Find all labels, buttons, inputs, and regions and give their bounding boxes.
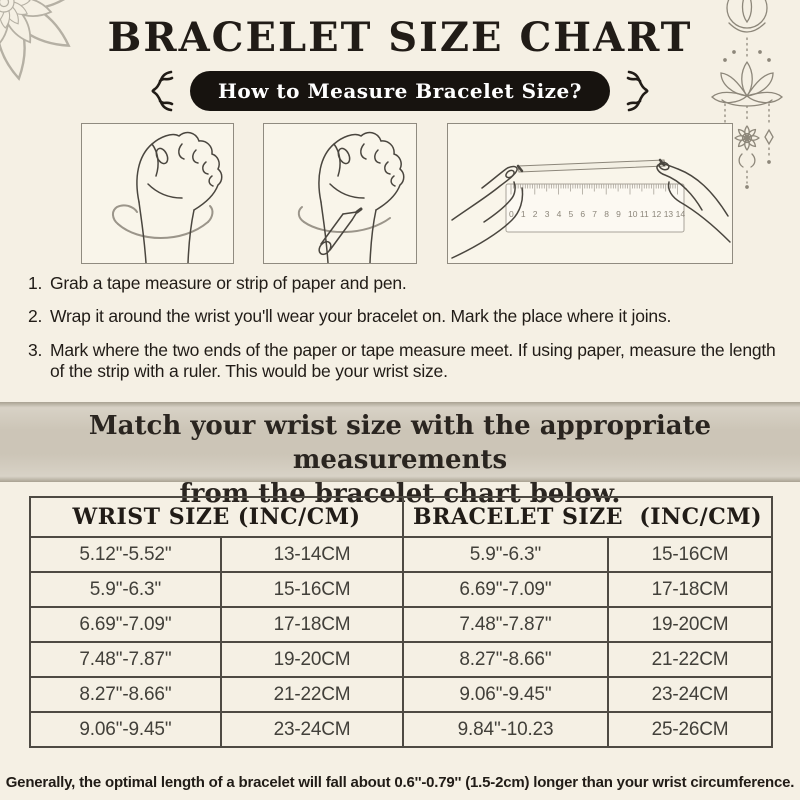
bracelet-size-header: BRACELET SIZE (INC/CM) bbox=[403, 497, 772, 537]
table-cell: 8.27''-8.66'' bbox=[403, 642, 608, 677]
table-cell: 13-14CM bbox=[221, 537, 403, 572]
svg-text:10: 10 bbox=[628, 209, 638, 219]
footer-note: Generally, the optimal length of a bracelet will fall about 0.6''-0.79'' (1.5-2cm) longer than your wrist circumference. bbox=[5, 774, 795, 791]
measure-illustrations bbox=[0, 123, 800, 266]
illustration-wrap-tape-box bbox=[81, 123, 234, 264]
illustration-mark-place-box bbox=[263, 123, 417, 264]
step-item bbox=[28, 273, 778, 294]
table-cell: 5.12''-5.52'' bbox=[30, 537, 221, 572]
table-cell: 17-18CM bbox=[221, 607, 403, 642]
table-row bbox=[30, 607, 772, 642]
steps-list bbox=[28, 273, 778, 394]
table-row bbox=[30, 537, 772, 572]
step-text: Grab a tape measure or strip of paper and pen. bbox=[50, 273, 407, 293]
table-cell: 9.84''-10.23 bbox=[403, 712, 608, 747]
table-cell: 15-16CM bbox=[608, 537, 772, 572]
step-number: 1. bbox=[28, 273, 43, 293]
ornamental-brace-right-icon bbox=[622, 68, 658, 114]
step-text: Wrap it around the wrist you'll wear your bracelet on. Mark the place where it joins. bbox=[50, 306, 672, 327]
page-title: BRACELET SIZE CHART bbox=[107, 14, 693, 61]
table-cell: 23-24CM bbox=[608, 677, 772, 712]
table-cell: 19-20CM bbox=[221, 642, 403, 677]
how-to-measure-badge-row bbox=[0, 70, 800, 112]
table-cell: 6.69''-7.09'' bbox=[403, 572, 608, 607]
table-cell: 8.27''-8.66'' bbox=[30, 677, 221, 712]
table-cell: 21-22CM bbox=[221, 677, 403, 712]
table-cell: 6.69''-7.09'' bbox=[30, 607, 221, 642]
svg-text:13: 13 bbox=[663, 209, 674, 219]
table-row bbox=[30, 642, 772, 677]
table-cell: 7.48''-7.87'' bbox=[30, 642, 221, 677]
table-cell: 25-26CM bbox=[608, 712, 772, 747]
table-cell: 9.06''-9.45'' bbox=[403, 677, 608, 712]
svg-text:7: 7 bbox=[592, 209, 598, 219]
step-number: 2. bbox=[28, 306, 43, 327]
table-header-row bbox=[30, 497, 772, 537]
table-row bbox=[30, 572, 772, 607]
size-table bbox=[29, 496, 773, 748]
mark-wrist-with-pen-icon bbox=[264, 124, 416, 263]
table-cell: 23-24CM bbox=[221, 712, 403, 747]
table-cell: 9.06''-9.45'' bbox=[30, 712, 221, 747]
banner-line-1: Match your wrist size with the appropriate measurements bbox=[88, 411, 712, 475]
svg-text:1: 1 bbox=[520, 209, 526, 219]
table-row bbox=[30, 677, 772, 712]
step-text: Mark where the two ends of the paper or tape measure meet. If using paper, measure the length of the strip with a ruler. This would be your wrist size. bbox=[50, 339, 776, 382]
wrap-tape-around-wrist-icon bbox=[82, 124, 233, 263]
svg-text:4: 4 bbox=[556, 209, 562, 219]
svg-text:3: 3 bbox=[544, 209, 550, 219]
svg-text:12: 12 bbox=[651, 209, 662, 219]
ornamental-brace-left-icon bbox=[142, 68, 178, 114]
how-to-measure-badge: How to Measure Bracelet Size? bbox=[190, 71, 610, 111]
step-item bbox=[28, 340, 778, 383]
table-row bbox=[30, 712, 772, 747]
table-cell: 19-20CM bbox=[608, 607, 772, 642]
svg-text:8: 8 bbox=[604, 209, 609, 219]
svg-text:5: 5 bbox=[568, 209, 574, 219]
table-cell: 15-16CM bbox=[221, 572, 403, 607]
table-cell: 17-18CM bbox=[608, 572, 772, 607]
banner-line-2: from the bracelet chart below. bbox=[179, 479, 621, 509]
illustration-measure-ruler-box bbox=[447, 123, 733, 264]
svg-text:0: 0 bbox=[509, 209, 514, 219]
measure-strip-with-ruler-icon bbox=[448, 124, 732, 263]
table-cell: 21-22CM bbox=[608, 642, 772, 677]
table-cell: 7.48''-7.87'' bbox=[403, 607, 608, 642]
wrist-size-header: WRIST SIZE (INC/CM) bbox=[30, 497, 403, 537]
svg-text:6: 6 bbox=[580, 209, 586, 219]
svg-text:14: 14 bbox=[675, 209, 686, 219]
match-size-banner bbox=[0, 402, 800, 509]
svg-text:9: 9 bbox=[616, 209, 621, 219]
svg-text:11: 11 bbox=[639, 209, 649, 219]
table-cell: 5.9''-6.3'' bbox=[30, 572, 221, 607]
table-cell: 5.9''-6.3'' bbox=[403, 537, 608, 572]
svg-text:2: 2 bbox=[532, 209, 538, 219]
step-item bbox=[28, 306, 778, 327]
step-number: 3. bbox=[28, 339, 43, 360]
